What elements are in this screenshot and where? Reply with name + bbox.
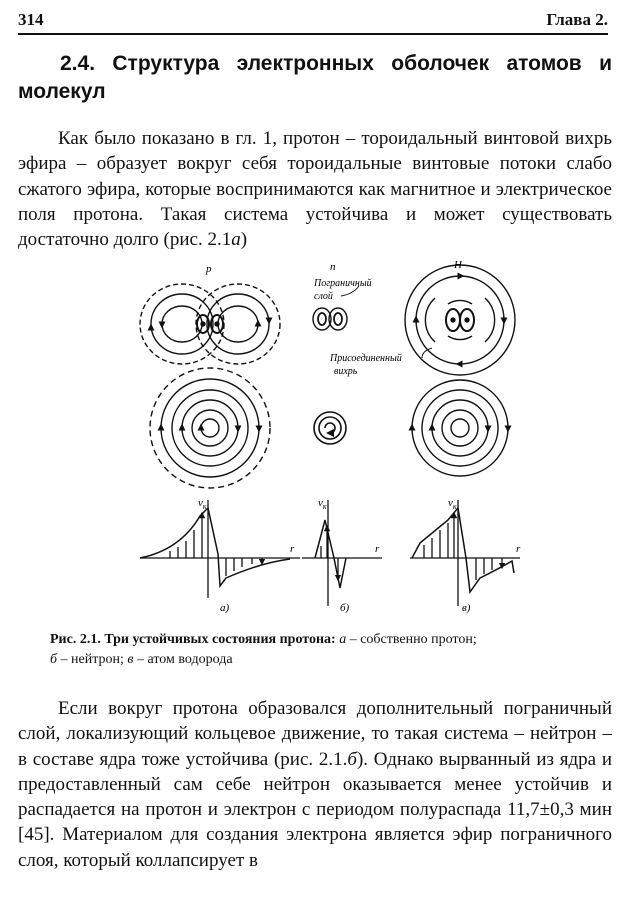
paragraph-2 <box>18 696 612 873</box>
velocity-profile-b <box>302 500 382 606</box>
axis-v-c: $v_к$ <box>448 497 457 511</box>
label-attached-1: Присоединенный <box>330 353 402 364</box>
paragraph-1 <box>18 126 612 252</box>
sub-label-b: б) <box>340 602 350 614</box>
caption-a-letter: а <box>339 632 347 647</box>
paragraph-1-text: Как было показано в гл. 1, протон – тороидальный винтовой вихрь эфира – образует вокруг себя тороидальные винтовые потоки слабо сжатого эфира, которые воспринимаются как магнитное и электрическое поля протона. Такая система устойчива и может существовать достаточно долго (рис. 2.1 <box>18 128 612 251</box>
sub-label-c: в) <box>462 602 471 614</box>
axis-v-a: $v_к$ <box>198 497 207 511</box>
velocity-profile-c <box>410 500 520 606</box>
caption-title: Рис. 2.1. Три устойчивых состояния протона: <box>50 632 336 647</box>
paragraph-2-figref: б <box>347 748 357 770</box>
axis-r-a: r <box>290 543 295 555</box>
label-boundary-1: Пограничный <box>314 278 372 289</box>
paragraph-1-figref: а <box>231 229 241 251</box>
label-H: H <box>454 259 462 271</box>
caption-c-letter: в <box>127 651 134 667</box>
section-title: 2.4. Структура электронных оболочек атомов и молекул <box>18 52 612 103</box>
velocity-profile-a <box>140 500 300 598</box>
caption-a-text: – собственно протон; <box>346 632 477 647</box>
label-boundary-2: слой <box>314 291 333 302</box>
paragraph-2-end: ). Однако вырванный из ядра и предоставленный сам себе нейтрон оказывается менее устойчив и распадается на протон и электрон с периодом полураспада 11,7±0,3 мин [45]. Материалом для создания электрона является эфир пограничного слоя, который коллапсирует в <box>18 748 612 871</box>
figure-caption <box>50 630 610 669</box>
caption-b-text: – нейтрон; <box>57 651 128 667</box>
running-header-chapter: Глава 2. <box>546 10 608 29</box>
proton-top-view <box>150 368 270 488</box>
label-attached-2: вихрь <box>334 366 358 377</box>
hydrogen-top-view <box>412 380 508 476</box>
axis-r-b: r <box>375 543 380 555</box>
caption-b-letter: б <box>50 651 58 667</box>
hydrogen-field-diagram <box>405 265 515 375</box>
caption-c-text: – атом водорода <box>133 651 233 667</box>
neutron-top-view <box>314 412 346 444</box>
sub-label-a: а) <box>220 602 230 614</box>
page-number: 314 <box>18 10 44 29</box>
proton-field-diagram <box>140 284 280 364</box>
axis-r-c: r <box>516 543 521 555</box>
label-p: p <box>206 263 212 275</box>
figure-2-1 <box>120 258 540 618</box>
label-n: n <box>330 261 336 273</box>
header-rule <box>18 33 608 35</box>
paragraph-2-text: Если вокруг протона образовался дополнительный пограничный слой, локализующий кольцевое движение, то такая система – нейтрон – в составе ядра тоже устойчива (рис. 2.1. <box>18 698 612 770</box>
axis-v-b: $v_к$ <box>318 497 327 511</box>
paragraph-1-end: ) <box>240 229 248 251</box>
